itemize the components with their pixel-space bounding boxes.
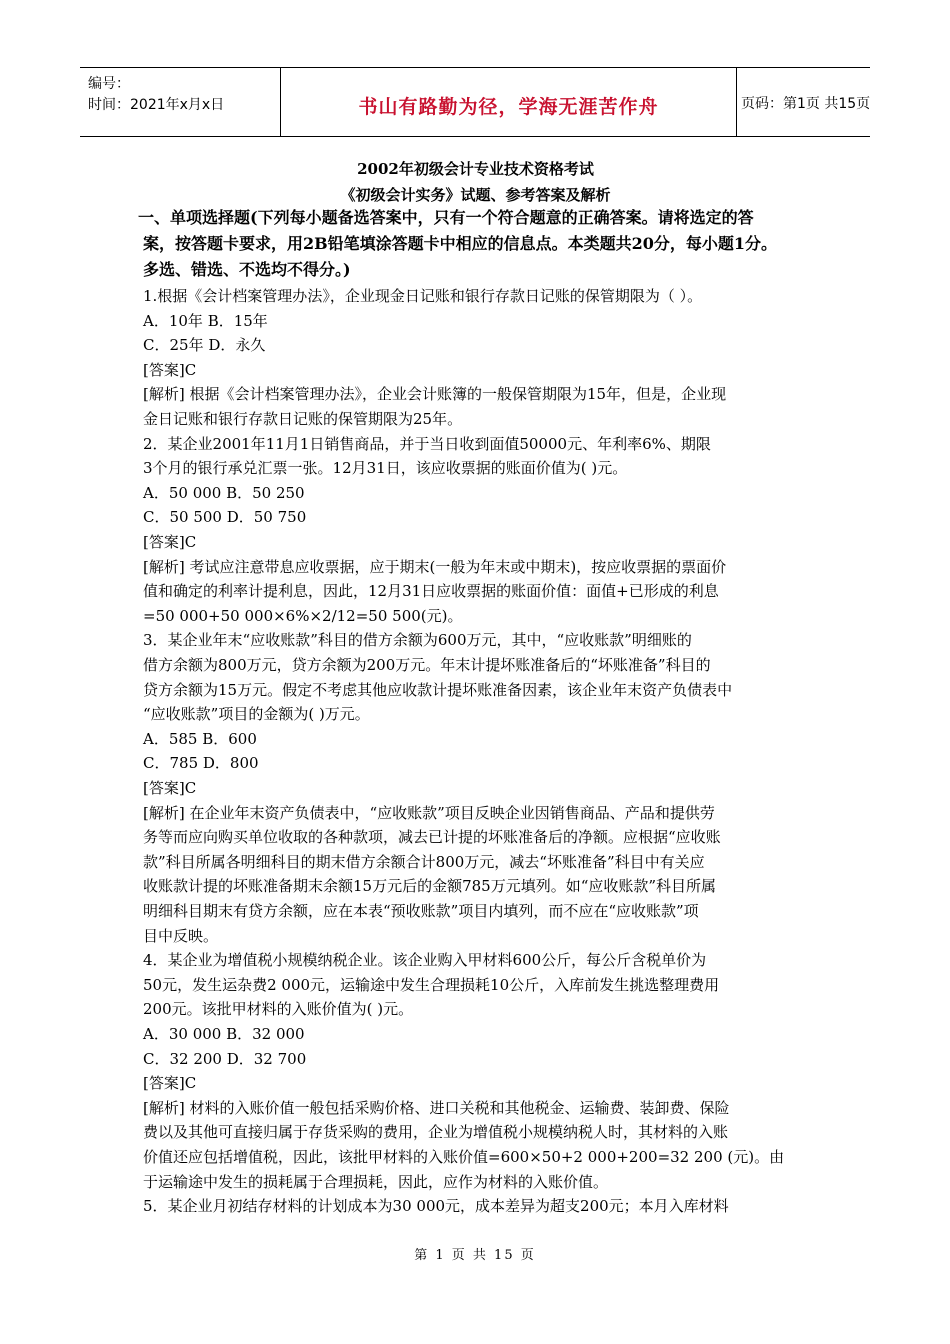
body-text-line: A．10年 B．15年 bbox=[143, 311, 268, 330]
header-page-cell bbox=[737, 68, 870, 136]
body-text-line: 明细科目期末有贷方余额，应在本表“预收账款”项目内填列，而不应在“应收账款”项 bbox=[143, 902, 699, 920]
body-text-line: [答案]C bbox=[143, 779, 197, 797]
body-text-line: [解析] 考试应注意带息应收票据，应于期末(一般为年末或中期末)，按应收票据的票面价 bbox=[143, 557, 727, 576]
body-text-line: C．785 D．800 bbox=[143, 754, 259, 773]
body-text-line: 于运输途中发生的损耗属于合理损耗，因此，应作为材料的入账价值。 bbox=[143, 1172, 609, 1191]
motto: 书山有路勤为径，学海无涯苦作舟 bbox=[358, 96, 659, 118]
body-text-line: C．32 200 D．32 700 bbox=[143, 1049, 307, 1068]
body-text-line: 3个月的银行承兑汇票一张。12月31日，该应收票据的账面价值为( )元。 bbox=[143, 459, 628, 478]
body-text-line: 务等而应向购买单位收取的各种款项，减去已计提的坏账准备后的净额。应根据“应收账 bbox=[143, 828, 721, 847]
body-text-line: 2．某企业2001年11月1日销售商品，并于当日收到面值50000元、年利率6%、期限 bbox=[143, 434, 711, 453]
body-text-line: A．585 B．600 bbox=[143, 729, 257, 748]
body-text-line: [答案]C bbox=[143, 360, 197, 379]
header-info-cell bbox=[80, 68, 281, 136]
body-text-line: 200元。该批甲材料的入账价值为( )元。 bbox=[143, 1000, 414, 1019]
exam-title: 2002年初级会计专业技术资格考试 bbox=[357, 160, 594, 178]
document-header bbox=[80, 67, 870, 137]
body-text-line: 价值还应包括增值税，因此，该批甲材料的入账价值=600×50+2 000+200=32 200 (元)。由 bbox=[143, 1148, 785, 1166]
body-text-line: 借方余额为800万元，贷方余额为200万元。年末计提坏账准备后的“坏账准备”科目的 bbox=[143, 656, 711, 674]
body-text-line: 金日记账和银行存款日记账的保管期限为25年。 bbox=[143, 410, 463, 428]
body-text-line: 目中反映。 bbox=[143, 926, 219, 945]
body-text-line: 1.根据《会计档案管理办法》，企业现金日记账和银行存款日记账的保管期限为（ ）。 bbox=[143, 287, 703, 305]
body-text-line: [解析] 根据《会计档案管理办法》，企业会计账簿的一般保管期限为15年，但是，企业现 bbox=[143, 385, 727, 404]
body-text-line: 值和确定的利率计提利息，因此，12月31日应收票据的账面价值：面值+已形成的利息 bbox=[143, 582, 719, 601]
body-text-line: [答案]C bbox=[143, 533, 197, 551]
body-text-line: 3．某企业年末“应收账款”科目的借方余额为600万元，其中，“应收账款”明细账的 bbox=[143, 631, 692, 650]
body-text-line: A．30 000 B．32 000 bbox=[143, 1025, 305, 1043]
body-text-line: “应收账款”项目的金额为( )万元。 bbox=[143, 705, 370, 724]
body-text-line: A．50 000 B．50 250 bbox=[143, 483, 305, 502]
section-heading-line: 多选、错选、不选均不得分。) bbox=[143, 260, 351, 279]
time-label: 时间：2021年x月x日 bbox=[88, 97, 225, 113]
number-label: 编号： bbox=[88, 76, 130, 92]
page-footer: 第 1 页 共 15 页 bbox=[414, 1248, 536, 1263]
body-text-line: 费以及其他可直接归属于存货采购的费用，企业为增值税小规模纳税人时，其材料的入账 bbox=[143, 1123, 729, 1142]
body-text-line: [解析] 在企业年末资产负债表中，“应收账款”项目反映企业因销售商品、产品和提供劳 bbox=[143, 803, 715, 822]
page-label: 页码：第1页 共15页 bbox=[741, 96, 871, 112]
body-text-line: 贷方余额为15万元。假定不考虑其他应收款计提坏账准备因素，该企业年末资产负债表中 bbox=[143, 680, 733, 699]
body-text-line: 5．某企业月初结存材料的计划成本为30 000元，成本差异为超支200元；本月入库材料 bbox=[143, 1197, 729, 1216]
body-text-line: C．25年 D．永久 bbox=[143, 336, 266, 355]
body-text-line: C．50 500 D．50 750 bbox=[143, 508, 307, 527]
body-text-line: [解析] 材料的入账价值一般包括采购价格、进口关税和其他税金、运输费、装卸费、保险 bbox=[143, 1098, 730, 1117]
body-text-line: 收账款计提的坏账准备期末余额15万元后的金额785万元填列。如“应收账款”科目所属 bbox=[143, 877, 717, 896]
body-text-line: =50 000+50 000×6%×2/12=50 500(元)。 bbox=[143, 606, 463, 625]
body-text-line: 50元，发生运杂费2 000元，运输途中发生合理损耗10公斤，入库前发生挑选整理费用 bbox=[143, 975, 720, 994]
body-text-line: [答案]C bbox=[143, 1074, 197, 1093]
header-motto-cell bbox=[281, 68, 737, 136]
body-text-line: 4．某企业为增值税小规模纳税企业。该企业购入甲材料600公斤，每公斤含税单价为 bbox=[143, 951, 707, 970]
section-heading-line: 一、单项选择题(下列每小题备选答案中，只有一个符合题意的正确答案。请将选定的答 bbox=[138, 208, 754, 227]
body-text-line: 款”科目所属各明细科目的期末借方余额合计800万元，减去“坏账准备”科目中有关应 bbox=[143, 852, 705, 871]
exam-subtitle: 《初级会计实务》试题、参考答案及解析 bbox=[340, 186, 611, 204]
section-heading-line: 案，按答题卡要求，用2B铅笔填涂答题卡中相应的信息点。本类题共20分，每小题1分。 bbox=[143, 234, 778, 253]
